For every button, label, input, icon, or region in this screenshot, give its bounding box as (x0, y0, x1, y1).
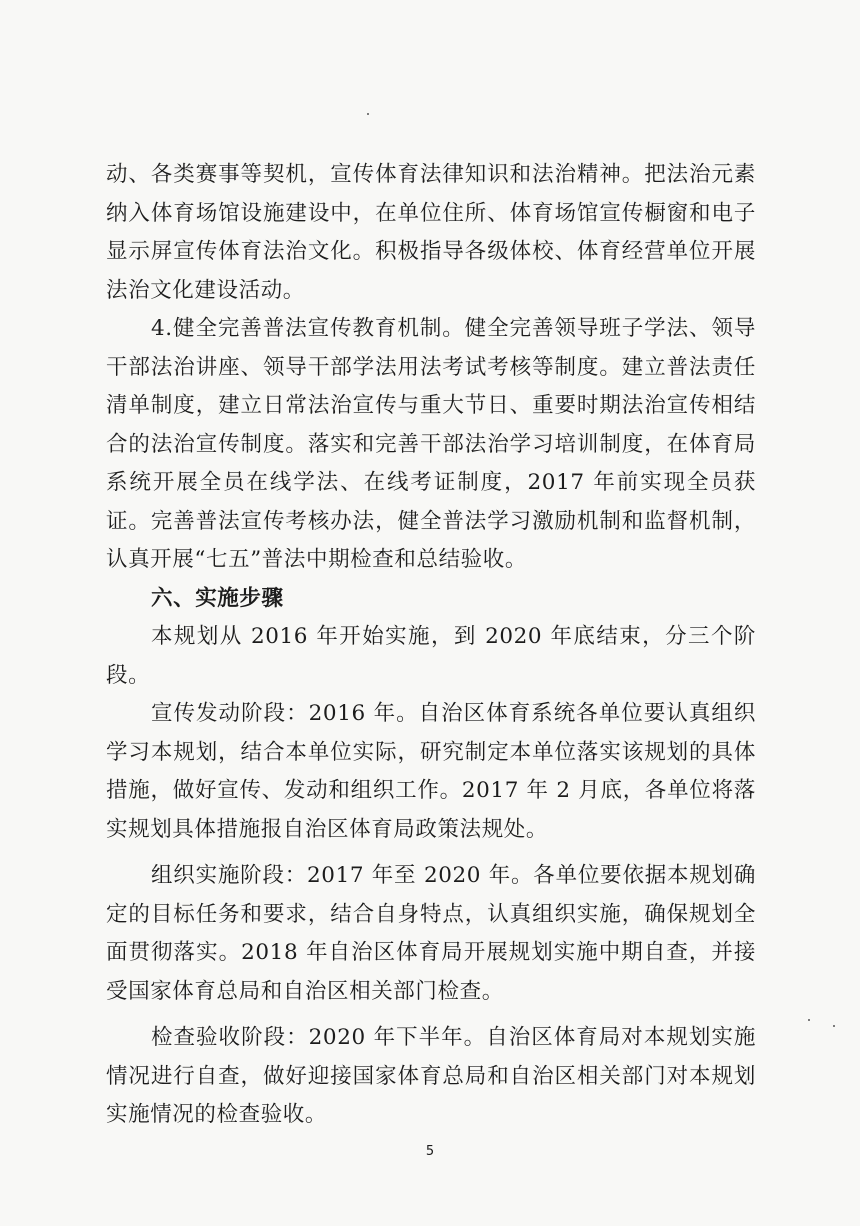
scan-speck (367, 113, 369, 115)
paragraph-stage-publicity: 宣传发动阶段：2016 年。自治区体育系统各单位要认真组织学习本规划，结合本单位实际，研究制定本单位落实该规划的具体措施，做好宣传、发动和组织工作。2017 年 2 月底，各单位将落实规划具体措施报自治区体育局政策法规处。 (106, 701, 756, 842)
paragraph-stage-implementation: 组织实施阶段：2017 年至 2020 年。各单位要依据本规划确定的目标任务和要求，结合自身特点，认真组织实施，确保规划全面贯彻落实。2018 年自治区体育局开展规划实施中期自查，并接受国家体育总局和自治区相关部门检查。 (106, 863, 756, 1004)
paragraph-mechanism: 4.健全完善普法宣传教育机制。健全完善领导班子学法、领导干部法治讲座、领导干部学法用法考试考核等制度。建立普法责任清单制度，建立日常法治宣传与重大节日、重要时期法治宣传相结合的法治宣传制度。落实和完善干部法治学习培训制度，在体育局系统开展全员在线学法、在线考证制度，2017 年前实现全员获证。完善普法宣传考核办法，健全普法学习激励机制和监督机制，认真开展“七五”普法中期检查和总结验收。 (106, 316, 756, 572)
scan-speck (833, 1025, 835, 1027)
paragraph-overview: 本规划从 2016 年开始实施，到 2020 年底结束，分三个阶段。 (106, 624, 756, 688)
section-heading: 六、实施步骤 (151, 585, 284, 611)
document-body (106, 156, 756, 1135)
paragraph-stage-inspection: 检查验收阶段：2020 年下半年。自治区体育局对本规划实施情况进行自查，做好迎接国家体育总局和自治区相关部门对本规划实施情况的检查验收。 (106, 1025, 756, 1127)
spacer (106, 1011, 756, 1019)
spacer (106, 849, 756, 857)
page-number: 5 (425, 1144, 435, 1159)
paragraph-continuation: 动、各类赛事等契机，宣传体育法律知识和法治精神。把法治元素纳入体育场馆设施建设中，在单位住所、体育场馆宣传橱窗和电子显示屏宣传体育法治文化。积极指导各级体校、体育经营单位开展法治文化建设活动。 (106, 162, 756, 303)
scan-speck (808, 1019, 810, 1021)
